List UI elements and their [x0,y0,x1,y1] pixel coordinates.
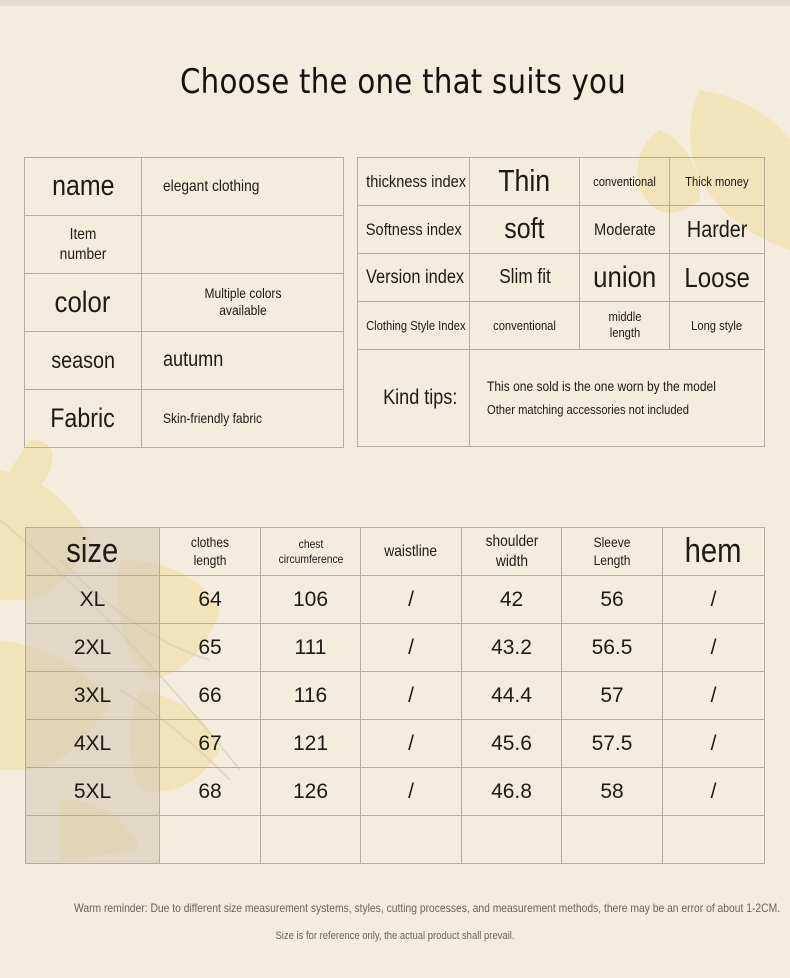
waistline-cell [361,816,462,864]
info-label-name: name [25,158,142,216]
page-title: Choose the one that suits you [179,62,626,102]
index-label-style: Clothing Style Index [358,302,470,350]
waistline-cell: / [361,672,462,720]
info-row-fabric [25,390,344,448]
info-value-fabric: Skin-friendly fabric [142,390,344,448]
info-row-item-number [25,216,344,274]
size-row-4xl [26,720,765,768]
clothing-index-table [357,157,765,447]
index-option: Long style [670,302,765,350]
sleeve-cell: 57.5 [562,720,663,768]
header-size: size [26,528,160,576]
size-cell: 4XL [26,720,160,768]
shoulder-cell: 43.2 [462,624,562,672]
header-sleeve-length: Sleeve Length [562,528,663,576]
chest-cell: 106 [261,576,361,624]
hem-cell: / [663,720,765,768]
index-option: middle length [580,302,670,350]
info-label-season: season [25,332,142,390]
size-row-3xl [26,672,765,720]
kind-tips-row [358,350,765,447]
clothes-length-cell [160,816,261,864]
clothes-length-cell: 64 [160,576,261,624]
clothes-length-cell: 68 [160,768,261,816]
header-shoulder-width: shoulder width [462,528,562,576]
kind-tips-label: Kind tips: [358,350,470,447]
sleeve-cell [562,816,663,864]
index-option: union [580,254,670,302]
waistline-cell: / [361,624,462,672]
clothes-length-cell: 67 [160,720,261,768]
info-value-name: elegant clothing [142,158,344,216]
index-row-thickness [358,158,765,206]
info-label-item-number: Item number [25,216,142,274]
waistline-cell: / [361,768,462,816]
size-cell [26,816,160,864]
hem-cell: / [663,576,765,624]
kind-tips-text: This one sold is the one worn by the model Other matching accessories not included [470,350,765,447]
index-option: conventional [470,302,580,350]
size-row-2xl [26,624,765,672]
chest-cell: 126 [261,768,361,816]
size-cell: 2XL [26,624,160,672]
index-option: soft [470,206,580,254]
hem-cell: / [663,672,765,720]
index-row-softness [358,206,765,254]
size-row-5xl [26,768,765,816]
index-label-softness: Softness index [358,206,470,254]
info-label-color: color [25,274,142,332]
size-row-xl [26,576,765,624]
index-option: conventional [580,158,670,206]
product-info-table [24,157,344,448]
size-chart-table [25,527,765,864]
hem-cell: / [663,768,765,816]
waistline-cell: / [361,720,462,768]
info-label-fabric: Fabric [25,390,142,448]
chest-cell: 121 [261,720,361,768]
clothes-length-cell: 65 [160,624,261,672]
hem-cell: / [663,624,765,672]
info-value-color: Multiple colors available [142,274,344,332]
index-option: Thin [470,158,580,206]
index-label-thickness: thickness index [358,158,470,206]
shoulder-cell [462,816,562,864]
index-row-version [358,254,765,302]
header-chest-circumference: chest circumference [261,528,361,576]
header-clothes-length: clothes length [160,528,261,576]
clothes-length-cell: 66 [160,672,261,720]
size-cell: 3XL [26,672,160,720]
warm-reminder-text: Warm reminder: Due to different size measurement systems, styles, cutting processes, and measurement methods, there may be an error of about 1-2CM. [74,901,781,915]
index-option: Harder [670,206,765,254]
index-label-version: Version index [358,254,470,302]
hem-cell [663,816,765,864]
info-row-name [25,158,344,216]
shoulder-cell: 45.6 [462,720,562,768]
size-header-row [26,528,765,576]
sleeve-cell: 57 [562,672,663,720]
shoulder-cell: 46.8 [462,768,562,816]
chest-cell: 116 [261,672,361,720]
index-option: Moderate [580,206,670,254]
sleeve-cell: 58 [562,768,663,816]
shoulder-cell: 42 [462,576,562,624]
index-row-style [358,302,765,350]
shoulder-cell: 44.4 [462,672,562,720]
size-cell: 5XL [26,768,160,816]
chest-cell [261,816,361,864]
info-row-color [25,274,344,332]
index-option: Slim fit [470,254,580,302]
info-value-item-number [142,216,344,274]
index-option: Thick money [670,158,765,206]
reference-note: Size is for reference only, the actual product shall prevail. [275,930,515,942]
header-waistline: waistline [361,528,462,576]
sleeve-cell: 56 [562,576,663,624]
info-row-season [25,332,344,390]
header-hem: hem [663,528,765,576]
chest-cell: 111 [261,624,361,672]
info-value-season: autumn [142,332,344,390]
sleeve-cell: 56.5 [562,624,663,672]
size-row-empty [26,816,765,864]
waistline-cell: / [361,576,462,624]
size-cell: XL [26,576,160,624]
index-option: Loose [670,254,765,302]
